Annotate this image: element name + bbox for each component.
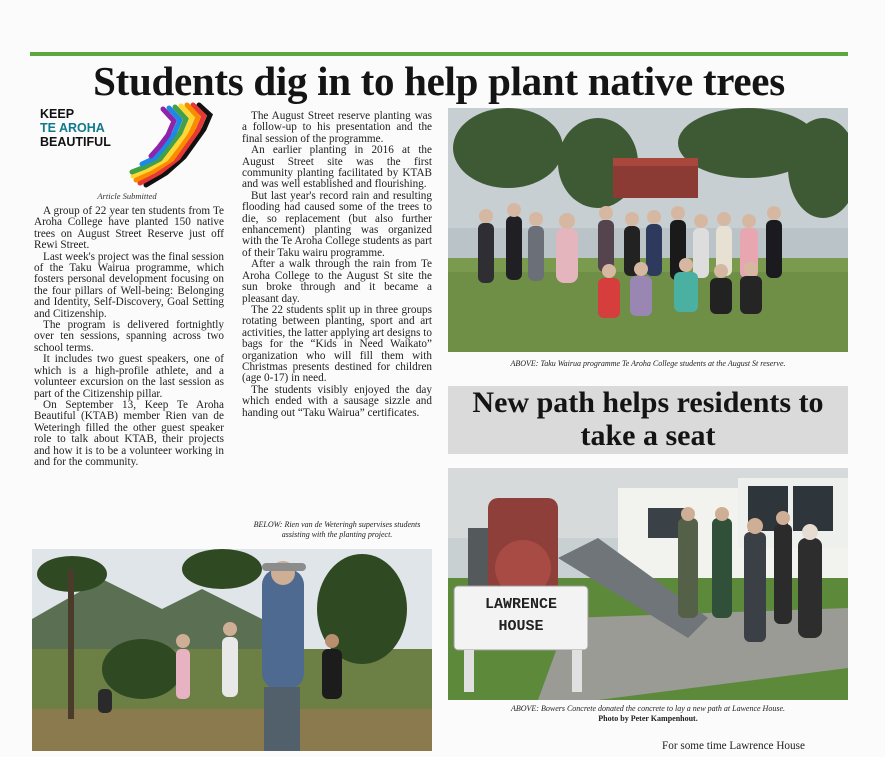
article-credit: Article Submitted (97, 191, 157, 201)
paragraph: The program is delivered fortnightly over ten sessions, spanning across two school terms. (34, 319, 224, 354)
photo-lawrence-house (448, 468, 848, 700)
paragraph: On September 13, Keep Te Aroha Beautiful (KTAB) member Rien van de Weteringh filled the other guest speaker role to talk about KTAB, their projects and how it is to be a volunteer working in and for the community. (34, 398, 224, 468)
article-column-3 (662, 740, 848, 752)
paragraph: An earlier planting in 2016 at the August Street site was the first community planting facilitated by KTAB and was well established and flourishing. (242, 144, 432, 191)
ktab-logo (34, 101, 220, 189)
paragraph: Last week's project was the final session of the Taku Wairua programme, which fosters personal development focusing on the four pillars of Well-being: Belonging and Identity, Self-Discovery, Goal Setting and Citizenship. (34, 250, 224, 320)
paragraph: The August Street reserve planting was a follow-up to his presentation and the final session of the programme. (242, 110, 432, 145)
paragraph: After a walk through the rain from Te Aroha College to the August St site the sun broke through and it became a pleasant day. (242, 258, 432, 305)
paragraph: The students visibly enjoyed the day which ended with a sausage sizzle and handing out “Taku Wairua” certificates. (242, 383, 432, 419)
photo-credit: Photo by Peter Kampenhout. (598, 714, 698, 723)
article-column-1 (34, 206, 224, 468)
paragraph: For some time Lawrence House (662, 740, 805, 752)
paragraph: The 22 students split up in three groups rotating between planting, sport and art activities, the latter applying art designs to bags for the “Kids in Need Waikato” organization who will fill them with Christmas presents destined for children (age 0-17) in need. (242, 303, 432, 385)
headline: Students dig in to help plant native trees (93, 58, 785, 104)
logo-text: KEEP TE AROHA BEAUTIFUL (40, 107, 111, 149)
rainbow-nz-icon (34, 101, 220, 189)
caption-top: ABOVE: Taku Wairua programme Te Aroha College students at the August St reserve. (510, 359, 786, 368)
lawrence-house-sign: LAWRENCE HOUSE (484, 596, 557, 635)
article-column-2 (242, 111, 432, 419)
caption-below: BELOW: Rien van de Weteringh supervises students assisting with the planting project. (253, 520, 421, 539)
photo-planting-project (32, 549, 432, 751)
photo-students-group (448, 108, 848, 352)
caption-bottom: ABOVE: Bowers Concrete donated the concrete to lay a new path at Lawence House. Photo by Peter Kampenhout. (510, 704, 785, 723)
subheadline: New path helps residents to take a seat (472, 386, 824, 452)
paragraph: It includes two guest speakers, one of which is a high-profile athlete, and a volunteer excursion on the last session as part of the Citizenship pillar. (34, 353, 224, 400)
paragraph: But last year's record rain and resulting flooding had caused some of the trees to die, so replacement (but also further enhancement) planting was organized with the Te Aroha College students as part of their Taku wairu programme. (242, 189, 432, 259)
paragraph: A group of 22 year ten students from Te Aroha College have planted 150 native trees on August Street Reserve just off Rewi Street. (34, 205, 224, 252)
